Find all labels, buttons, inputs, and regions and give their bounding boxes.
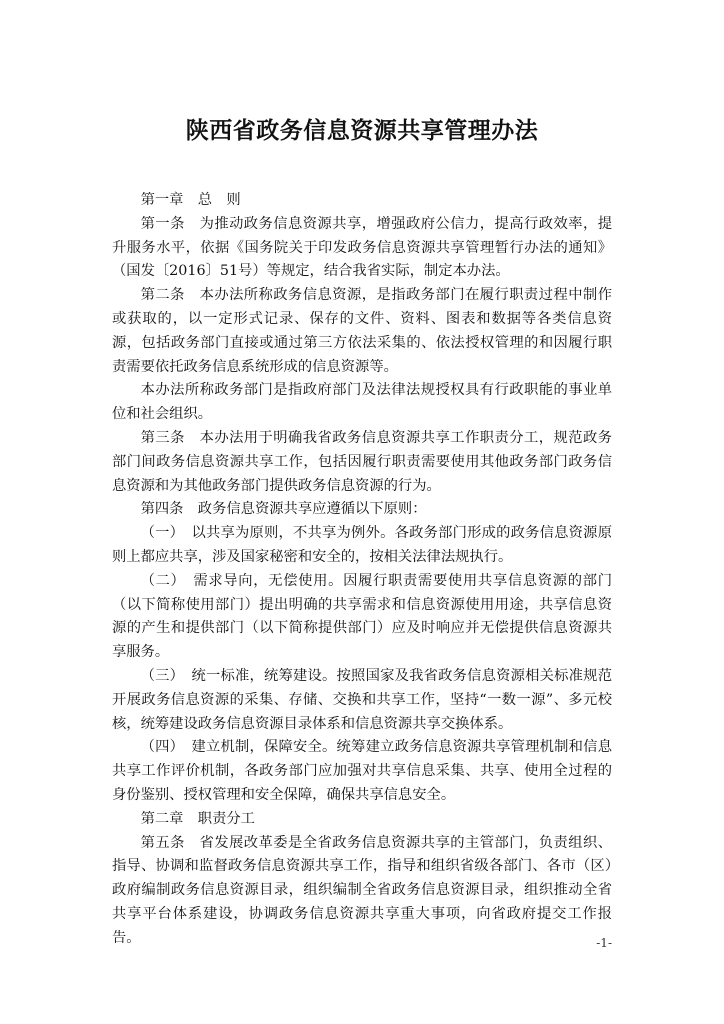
chapter-heading: 第一章 总 则	[140, 192, 241, 208]
paragraph: 第二条 本办法所称政务信息资源，是指政务部门在履行职责过程中制作或获取的，以一定形式记录、保存的文件、资料、图表和数据等各类信息资源，包括政务部门直接或通过第三方依法采集的、依法授权管理的和因履行职责需要依托政务信息系统形成的信息资源等。	[112, 287, 612, 375]
paragraph: 第五条 省发展改革委是全省政务信息资源共享的主管部门，负责组织、指导、协调和监督政务信息资源共享工作，指导和组织省级各部门、各市（区）政府编制政务信息资源目录，组织编制全省政务信息资源目录，组织推动全省共享平台体系建设，协调政务信息资源共享重大事项，向省政府提交工作报告。	[112, 834, 612, 946]
paragraph: 第四条 政务信息资源共享应遵循以下原则：	[140, 501, 427, 518]
page-number: -1-	[596, 936, 612, 950]
paragraph: （四） 建立机制，保障安全。统筹建立政务信息资源共享管理机制和信息共享工作评价机制，各政务部门应加强对共享信息采集、共享、使用全过程的身份鉴别、授权管理和安全保障，确保共享信息安全。	[112, 739, 612, 803]
paragraph: 本办法所称政务部门是指政府部门及法律法规授权具有行政职能的事业单位和社会组织。	[112, 382, 612, 423]
paragraph: 第一条 为推动政务信息资源共享，增强政府公信力，提高行政效率，提升服务水平，依据《国务院关于印发政务信息资源共享管理暂行办法的通知》（国发〔2016〕51号）等规定，结合我省实际，制定本办法。	[112, 215, 612, 280]
document-title: 陕西省政务信息资源共享管理办法	[185, 118, 539, 144]
paragraph: （二） 需求导向，无偿使用。因履行职责需要使用共享信息资源的部门（以下简称使用部门）提出明确的共享需求和信息资源使用用途，共享信息资源的产生和提供部门（以下简称提供部门）应及时响应并无偿提供信息资源共享服务。	[112, 572, 612, 661]
paragraph: 第三条 本办法用于明确我省政务信息资源共享工作职责分工，规范政务部门间政务信息资源共享工作，包括因履行职责需要使用其他政务部门政务信息资源和为其他政务部门提供政务信息资源的行为。	[112, 429, 612, 494]
paragraph: （一） 以共享为原则，不共享为例外。各政务部门形成的政务信息资源原则上都应共享，涉及国家秘密和安全的，按相关法律法规执行。	[112, 525, 612, 565]
chapter-heading: 第二章 职责分工	[140, 810, 255, 827]
document-body	[112, 189, 612, 951]
paragraph: （三） 统一标准，统筹建设。按照国家及我省政务信息资源相关标准规范开展政务信息资源的采集、存储、交换和共享工作，坚持“一数一源”、多元校核，统筹建设政务信息资源目录体系和信息资源共享交换体系。	[112, 667, 612, 732]
